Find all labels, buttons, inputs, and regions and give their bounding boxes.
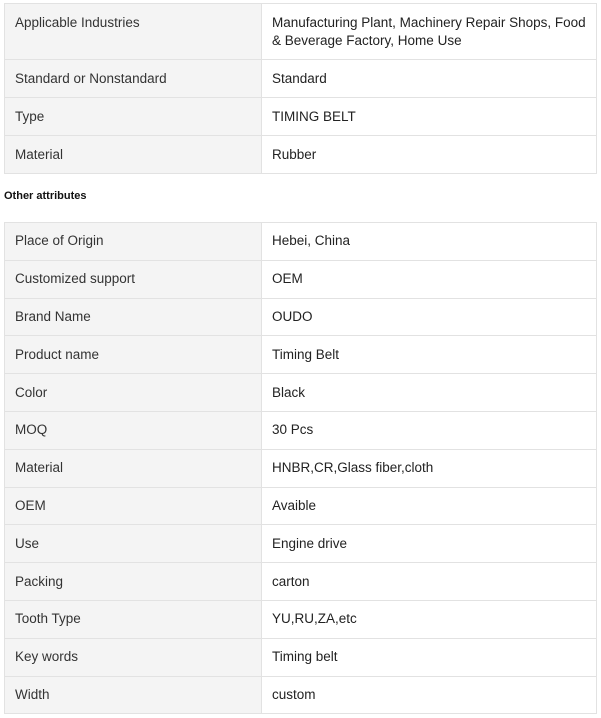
table-row bbox=[5, 374, 597, 412]
table-row bbox=[5, 676, 597, 714]
table-row bbox=[5, 4, 597, 60]
attribute-value: Avaible bbox=[262, 487, 597, 525]
attribute-key: Customized support bbox=[5, 260, 262, 298]
attribute-value: Timing Belt bbox=[262, 336, 597, 374]
table-row bbox=[5, 449, 597, 487]
table-row bbox=[5, 563, 597, 601]
attribute-key: Place of Origin bbox=[5, 223, 262, 261]
attribute-value: HNBR,CR,Glass fiber,cloth bbox=[262, 449, 597, 487]
attribute-value: 30 Pcs bbox=[262, 411, 597, 449]
attribute-value: Hebei, China bbox=[262, 223, 597, 261]
attribute-value: Manufacturing Plant, Machinery Repair Shops, Food & Beverage Factory, Home Use bbox=[262, 4, 597, 60]
attribute-key: Product name bbox=[5, 336, 262, 374]
table-row bbox=[5, 638, 597, 676]
attribute-key: Type bbox=[5, 98, 262, 136]
table-row bbox=[5, 223, 597, 261]
other-attributes-heading: Other attributes bbox=[4, 190, 87, 202]
attribute-key: Standard or Nonstandard bbox=[5, 60, 262, 98]
attribute-key: Material bbox=[5, 449, 262, 487]
table-row bbox=[5, 60, 597, 98]
attribute-key: Color bbox=[5, 374, 262, 412]
attribute-key: Use bbox=[5, 525, 262, 563]
attribute-value: OEM bbox=[262, 260, 597, 298]
attribute-key: Width bbox=[5, 676, 262, 714]
attribute-key: Packing bbox=[5, 563, 262, 601]
attribute-value: YU,RU,ZA,etc bbox=[262, 600, 597, 638]
attribute-key: Applicable Industries bbox=[5, 4, 262, 60]
other-attributes-table bbox=[4, 222, 597, 714]
attribute-key: MOQ bbox=[5, 411, 262, 449]
attribute-value: Engine drive bbox=[262, 525, 597, 563]
table-row bbox=[5, 98, 597, 136]
table-row bbox=[5, 298, 597, 336]
attribute-key: OEM bbox=[5, 487, 262, 525]
table-row bbox=[5, 600, 597, 638]
attribute-key: Material bbox=[5, 136, 262, 174]
main-attributes-table bbox=[4, 3, 597, 174]
attribute-value: carton bbox=[262, 563, 597, 601]
attribute-key: Key words bbox=[5, 638, 262, 676]
attribute-value: OUDO bbox=[262, 298, 597, 336]
table-row bbox=[5, 136, 597, 174]
attribute-value: Standard bbox=[262, 60, 597, 98]
table-row bbox=[5, 336, 597, 374]
table-row bbox=[5, 411, 597, 449]
attribute-value: Timing belt bbox=[262, 638, 597, 676]
table-row bbox=[5, 260, 597, 298]
table-row bbox=[5, 487, 597, 525]
attribute-value: Black bbox=[262, 374, 597, 412]
table-row bbox=[5, 525, 597, 563]
attribute-key: Tooth Type bbox=[5, 600, 262, 638]
attribute-value: custom bbox=[262, 676, 597, 714]
attribute-value: Rubber bbox=[262, 136, 597, 174]
attribute-value: TIMING BELT bbox=[262, 98, 597, 136]
attribute-key: Brand Name bbox=[5, 298, 262, 336]
